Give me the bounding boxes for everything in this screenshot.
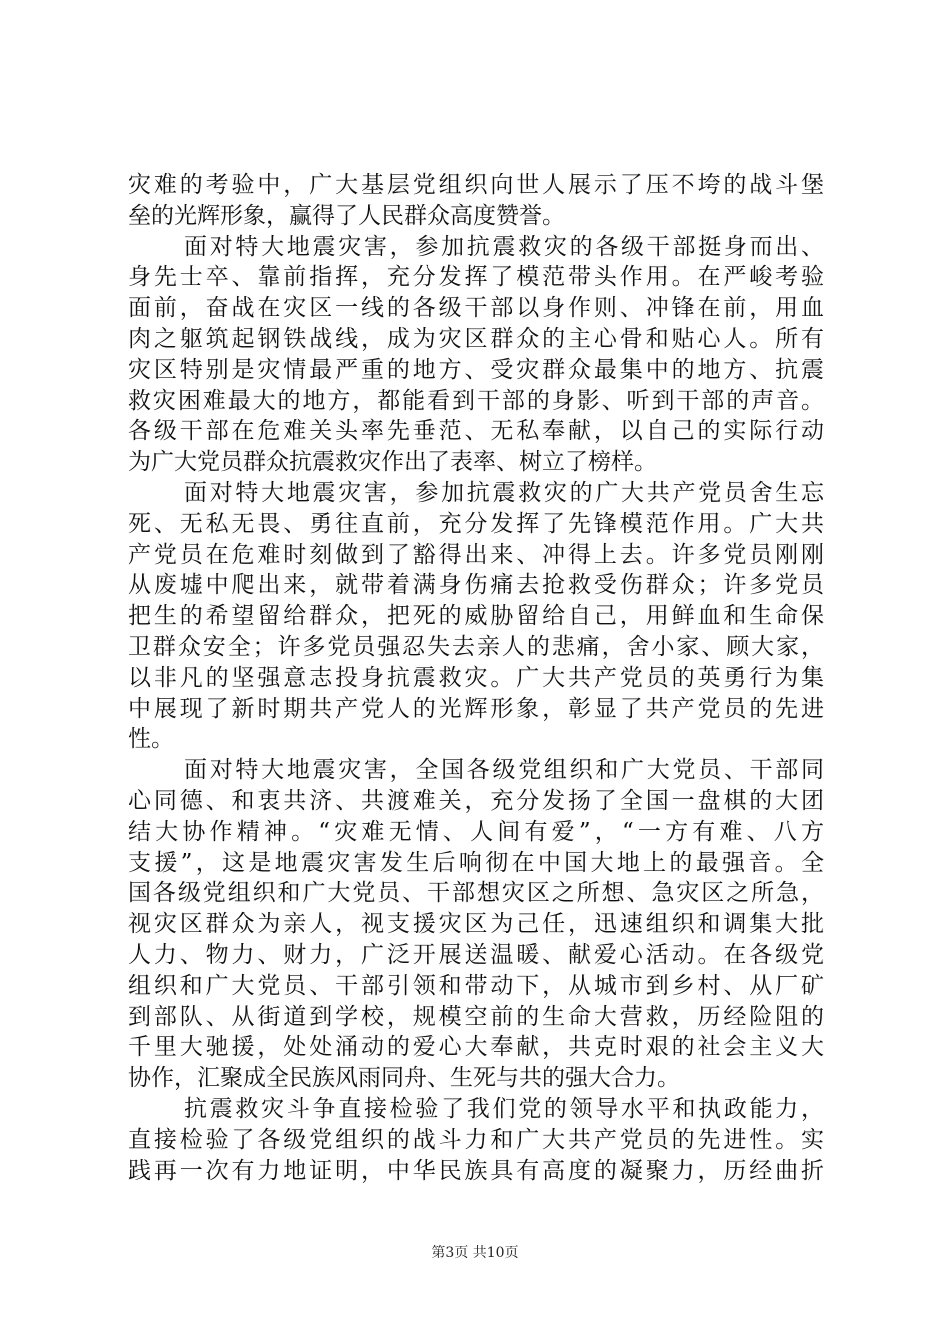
text-line: 到部队、从街道到学校，规模空前的生命大营救，历经险阻的 <box>128 1003 824 1030</box>
text-line: 国各级党组织和广大党员、干部想灾区之所想、急灾区之所急， <box>128 880 824 907</box>
text-line: 面前，奋战在灾区一线的各级干部以身作则、冲锋在前，用血 <box>128 295 824 322</box>
text-line: 面对特大地震灾害，全国各级党组织和广大党员、干部同 <box>184 757 824 784</box>
document-body <box>128 170 824 1186</box>
text-line: 产党员在危难时刻做到了豁得出来、冲得上去。许多党员刚刚 <box>128 541 824 568</box>
text-line: 垒的光辉形象，赢得了人民群众高度赞誉。 <box>128 202 565 229</box>
text-line: 性。 <box>128 726 174 753</box>
page-number-footer: 第3页 共10页 <box>431 1245 519 1261</box>
text-line: 心同德、和衷共济、共渡难关，充分发扬了全国一盘棋的大团 <box>128 787 824 814</box>
paragraph-4 <box>128 755 824 1094</box>
text-line: 各级干部在危难关头率先垂范、无私奉献，以自己的实际行动 <box>128 418 824 445</box>
paragraph-1 <box>128 170 824 232</box>
text-line: 千里大驰援，处处涌动的爱心大奉献，共克时艰的社会主义大 <box>128 1034 824 1061</box>
text-line: 协作，汇聚成全民族风雨同舟、生死与共的强大合力。 <box>128 1065 680 1092</box>
text-line: 死、无私无畏、勇往直前，充分发挥了先锋模范作用。广大共 <box>128 510 824 537</box>
paragraph-3 <box>128 478 824 755</box>
text-line: 把生的希望留给群众，把死的威胁留给自己，用鲜血和生命保 <box>128 603 824 630</box>
text-line: 直接检验了各级党组织的战斗力和广大共产党员的先进性。实 <box>128 1126 824 1153</box>
text-line: 为广大党员群众抗震救灾作出了表率、树立了榜样。 <box>128 449 657 476</box>
text-line: 中展现了新时期共产党人的光辉形象，彰显了共产党员的先进 <box>128 695 824 722</box>
text-line: 结大协作精神。“灾难无情、人间有爱”，“一方有难、八方 <box>128 818 824 845</box>
text-line: 视灾区群众为亲人，视支援灾区为己任，迅速组织和调集大批 <box>128 911 824 938</box>
text-line: 肉之躯筑起钢铁战线，成为灾区群众的主心骨和贴心人。所有 <box>128 325 824 352</box>
text-line: 卫群众安全；许多党员强忍失去亲人的悲痛，舍小家、顾大家， <box>128 633 824 660</box>
paragraph-5 <box>128 1094 824 1186</box>
paragraph-2 <box>128 232 824 478</box>
text-line: 灾难的考验中，广大基层党组织向世人展示了压不垮的战斗堡 <box>128 172 824 198</box>
text-line: 以非凡的坚强意志投身抗震救灾。广大共产党员的英勇行为集 <box>128 664 824 691</box>
text-line: 支援”，这是地震灾害发生后响彻在中国大地上的最强音。全 <box>128 849 824 876</box>
text-line: 身先士卒、靠前指挥，充分发挥了模范带头作用。在严峻考验 <box>128 264 824 291</box>
text-line: 灾区特别是灾情最严重的地方、受灾群众最集中的地方、抗震 <box>128 356 824 383</box>
text-line: 从废墟中爬出来，就带着满身伤痛去抢救受伤群众；许多党员 <box>128 572 824 599</box>
text-line: 救灾困难最大的地方，都能看到干部的身影、听到干部的声音。 <box>128 387 824 414</box>
text-line: 人力、物力、财力，广泛开展送温暖、献爱心活动。在各级党 <box>128 941 824 968</box>
text-line: 组织和广大党员、干部引领和带动下，从城市到乡村、从厂矿 <box>128 972 824 999</box>
text-line: 面对特大地震灾害，参加抗震救灾的广大共产党员舍生忘 <box>184 479 824 506</box>
text-line: 面对特大地震灾害，参加抗震救灾的各级干部挺身而出、 <box>184 233 824 260</box>
text-line: 践再一次有力地证明，中华民族具有高度的凝聚力，历经曲折 <box>128 1157 824 1184</box>
text-line: 抗震救灾斗争直接检验了我们党的领导水平和执政能力， <box>184 1095 824 1122</box>
